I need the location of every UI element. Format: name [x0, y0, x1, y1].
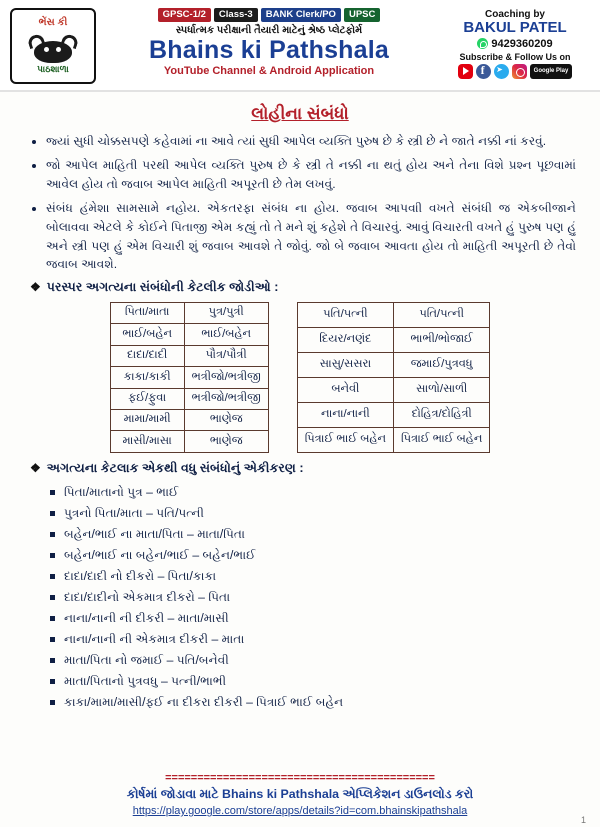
brand-logo — [10, 8, 96, 84]
table-cell: પુત્ર/પુત્રી — [184, 302, 268, 323]
page-title: લોહીના સંબંધો — [251, 104, 349, 123]
table-cell: મામા/મામી — [110, 409, 184, 430]
logo-text-bottom: પાઠશાળા — [37, 63, 69, 74]
table-row — [110, 345, 268, 366]
table-cell: પિત્રાઈ ભાઈ બહેન — [297, 427, 393, 452]
telegram-icon[interactable] — [494, 64, 509, 79]
list-item: • જ્યાં સુધી ચોક્કસપણે કહેવામાં ના આવે ત્યાં સુધી આપેલ વ્યક્તિ પુરુષ છે કે સ્ત્રી છે ને જાતે નક્કી નાં કરવું. — [46, 132, 576, 151]
badge-upsc: UPSC — [344, 8, 380, 22]
table-cell: પતિ/પત્ની — [394, 302, 490, 327]
table-cell: ફઈ/ફુવા — [110, 388, 184, 409]
table-cell: દોહિત્ર/દોહિત્રી — [394, 402, 490, 427]
table-cell: ભાણેજ — [184, 409, 268, 430]
list-item: નાના/નાની ની એકમાત્ર દીકરી – માતા — [50, 629, 576, 650]
instagram-icon[interactable] — [512, 64, 527, 79]
flower-bullet-icon: ❖ — [30, 280, 41, 295]
list-item: • જો આપેલ માહિતી પરથી આપેલ વ્યક્તિ પુરુષ છે કે સ્ત્રી તે નક્કી ના થતું હોય અને તેના વિશે પ્રશ્ન પૂછવામાં આવેલ હોય તો જવાબ આપેલ માહિતી અપૂરતી છે તેમ લખવું. — [46, 156, 576, 194]
list-item: નાના/નાની ની દીકરી – માતા/માસી — [50, 608, 576, 629]
exam-badge-list — [158, 8, 381, 22]
whatsapp-icon — [477, 38, 488, 49]
flower-bullet-icon: ❖ — [30, 460, 41, 475]
relation-table-right — [297, 302, 491, 453]
table-cell: બનેવી — [297, 377, 393, 402]
table-cell: પિતા/માતા — [110, 302, 184, 323]
table-row — [110, 367, 268, 388]
table-row — [110, 431, 268, 452]
table-row — [297, 302, 490, 327]
table-cell: પતિ/પત્ની — [297, 302, 393, 327]
whatsapp-phone — [477, 38, 552, 50]
footer-call-to-action: કોર્ષમાં જોડાવા માટે Bhains ki Pathshala એપ્લિકેશન ડાઉનલોડ કરો — [126, 787, 474, 801]
subscribe-label: Subscribe & Follow Us on — [459, 51, 571, 62]
table-cell: ભાઈ/બહેન — [110, 324, 184, 345]
logo-text-top: ભેંસ કી — [38, 17, 68, 29]
table-row — [297, 402, 490, 427]
relation-tables — [24, 302, 576, 453]
table-row — [110, 388, 268, 409]
page-number: 1 — [580, 815, 586, 825]
table-cell: સાળો/સાળી — [394, 377, 490, 402]
table-row — [297, 377, 490, 402]
play-store-link[interactable]: https://play.google.com/store/apps/details?id=com.bhainskipathshala — [132, 805, 468, 817]
list-item: પુત્રનો પિતા/માતા – પતિ/પત્ની — [50, 503, 576, 524]
table-cell: કાકા/કાકી — [110, 367, 184, 388]
list-item: દાદા/દાદીનો એકમાત્ર દીકરો – પિતા — [50, 587, 576, 608]
table-cell: ભાભી/ભોજાઈ — [394, 327, 490, 352]
buffalo-icon — [26, 31, 80, 65]
list-item: દાદા/દાદી નો દીકરો – પિતા/કાકા — [50, 566, 576, 587]
document-body — [0, 92, 600, 713]
coach-name: BAKUL PATEL — [463, 19, 567, 36]
table-cell: પિત્રાઈ ભાઈ બહેન — [394, 427, 490, 452]
phone-number: 9429360209 — [491, 37, 553, 50]
header-tagline: સ્પર્ધાત્મક પરીક્ષાની તૈયારી માટેનું શ્રેષ્ઠ પ્લેટફોર્મ — [175, 25, 363, 37]
table-row — [297, 427, 490, 452]
brand-subtitle: YouTube Channel & Android Application — [163, 64, 375, 77]
footer-rule-top: ========================================== — [165, 772, 435, 784]
list-item: માતા/પિતા નો જમાઈ – પતિ/બનેવી — [50, 650, 576, 671]
section-heading-pairs — [30, 280, 576, 296]
coaching-by-label: Coaching by — [484, 9, 545, 20]
facebook-icon[interactable] — [476, 64, 491, 79]
relation-list — [24, 482, 576, 713]
section-heading-relations — [30, 461, 576, 477]
table-row — [297, 327, 490, 352]
table-cell: નાના/નાની — [297, 402, 393, 427]
table-cell: ભાણેજ — [184, 431, 268, 452]
table-cell: પૌત્ર/પૌત્રી — [184, 345, 268, 366]
list-item: કાકા/મામા/માસી/ફઈ ના દીકરા દીકરી – પિત્રાઈ ભાઈ બહેન — [50, 692, 576, 713]
header-right — [440, 8, 590, 84]
badge-bank: BANK Clerk/PO — [261, 8, 341, 22]
badge-class3: Class-3 — [214, 8, 258, 22]
table-cell: દિયર/નણંદ — [297, 327, 393, 352]
document-header — [0, 0, 600, 92]
header-center — [96, 8, 440, 84]
list-item: બહેન/ભાઈ ના બહેન/ભાઈ – બહેન/ભાઈ — [50, 545, 576, 566]
relation-table-left — [110, 302, 269, 453]
table-row — [110, 302, 268, 323]
list-item: બહેન/ભાઈ ના માતા/પિતા – માતા/પિતા — [50, 524, 576, 545]
section-heading-text: અગત્યના કેટલાક એકથી વધુ સંબંધોનું એકીકરણ : — [46, 460, 304, 475]
table-cell: માસી/માસા — [110, 431, 184, 452]
table-row — [297, 352, 490, 377]
table-row — [110, 409, 268, 430]
youtube-icon[interactable] — [458, 64, 473, 79]
list-item: માતા/પિતાનો પુત્રવધુ – પત્ની/ભાભી — [50, 671, 576, 692]
table-cell: ભત્રીજો/ભત્રીજી — [184, 367, 268, 388]
table-row — [110, 324, 268, 345]
social-links — [458, 64, 573, 79]
document-footer — [0, 772, 600, 817]
list-item: પિતા/માતાનો પુત્ર – ભાઈ — [50, 482, 576, 503]
table-cell: જમાઈ/પુત્રવધુ — [394, 352, 490, 377]
table-cell: સાસુ/સસરા — [297, 352, 393, 377]
section-heading-text: પરસ્પર અગત્યના સંબંધોની કેટલીક જોડીઓ : — [46, 280, 279, 295]
brand-name: Bhains ki Pathshala — [149, 36, 389, 65]
intro-point-list — [24, 132, 576, 274]
list-item: • સંબંધ હંમેશા સામસામે નહોય. એકતરફા સંબંધ ના હોય. જવાબ આપવાી વખતે સંબંધી જ એકબીજાને બોલાવવા એટલે કે કોઈને પિતાજી એમ કહ્યું તો તે મને શું કહેશે તે વિચારવું. આવું વિચારતી વખતે હું પુરુષ પણ હું અને સ્ત્રી પણ હું એમ વિચારી શું જવાબ આવશે તે જોવું. જો બે જવાબ આવતા હોય તો માહિતી અપૂરતી છે તેવો જવાબ આવશે. — [46, 199, 576, 275]
table-cell: દાદા/દાદી — [110, 345, 184, 366]
table-cell: ભાઈ/બહેન — [184, 324, 268, 345]
badge-gpsc: GPSC-1/2 — [158, 8, 211, 22]
google-play-badge[interactable]: Google Play — [530, 64, 573, 79]
table-cell: ભત્રીજો/ભત્રીજી — [184, 388, 268, 409]
